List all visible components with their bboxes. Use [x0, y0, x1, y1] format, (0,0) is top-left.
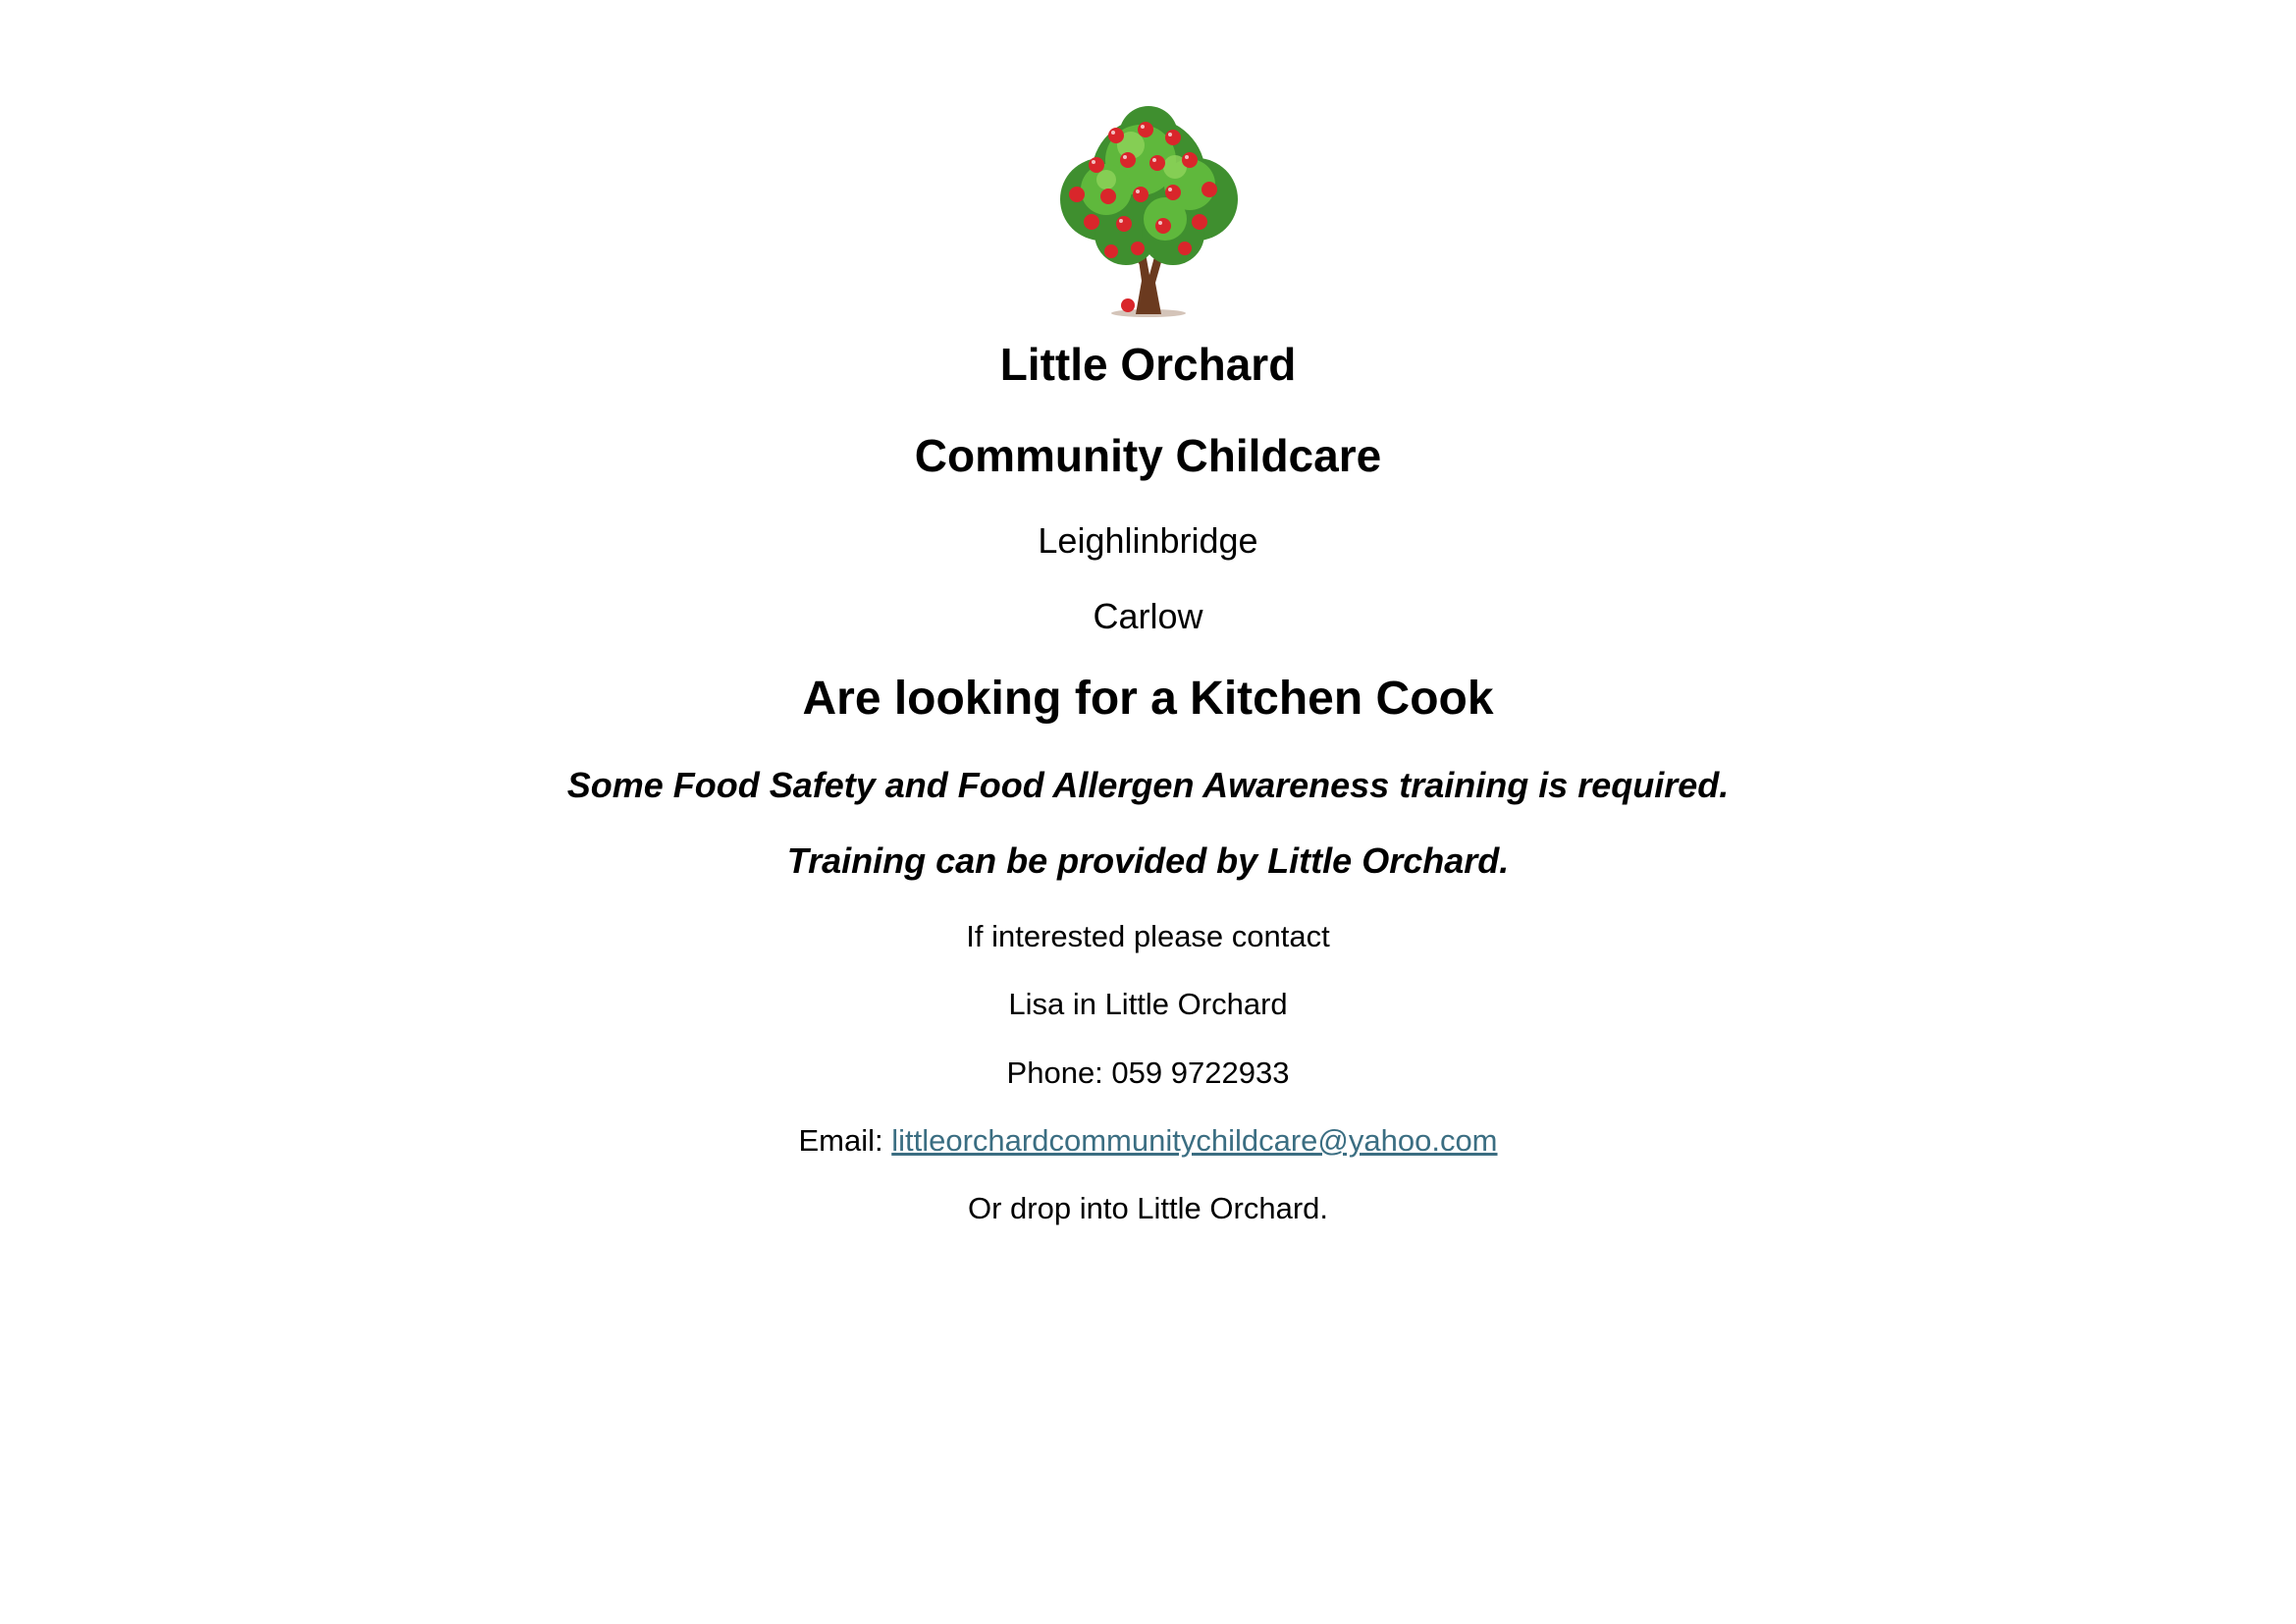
email-link[interactable]: littleorchardcommunitychildcare@yahoo.com [891, 1123, 1498, 1158]
address-town: Leighlinbridge [1038, 520, 1258, 561]
apple-tree-icon [1047, 106, 1250, 318]
contact-intro: If interested please contact [966, 919, 1330, 953]
training-provided: Training can be provided by Little Orchard. [786, 840, 1510, 881]
contact-closing: Or drop into Little Orchard. [968, 1191, 1328, 1225]
contact-email-line [0, 1125, 2296, 1156]
job-headline: Are looking for a Kitchen Cook [802, 673, 1494, 725]
address-county: Carlow [1093, 596, 1203, 636]
contact-phone: Phone: 059 9722933 [1006, 1056, 1290, 1090]
contact-person: Lisa in Little Orchard [1008, 987, 1288, 1021]
business-name-line2: Community Childcare [914, 430, 1382, 481]
email-label: Email: [798, 1123, 892, 1158]
business-name-line1: Little Orchard [999, 339, 1297, 390]
training-requirement: Some Food Safety and Food Allergen Awareness training is required. [566, 765, 1730, 805]
